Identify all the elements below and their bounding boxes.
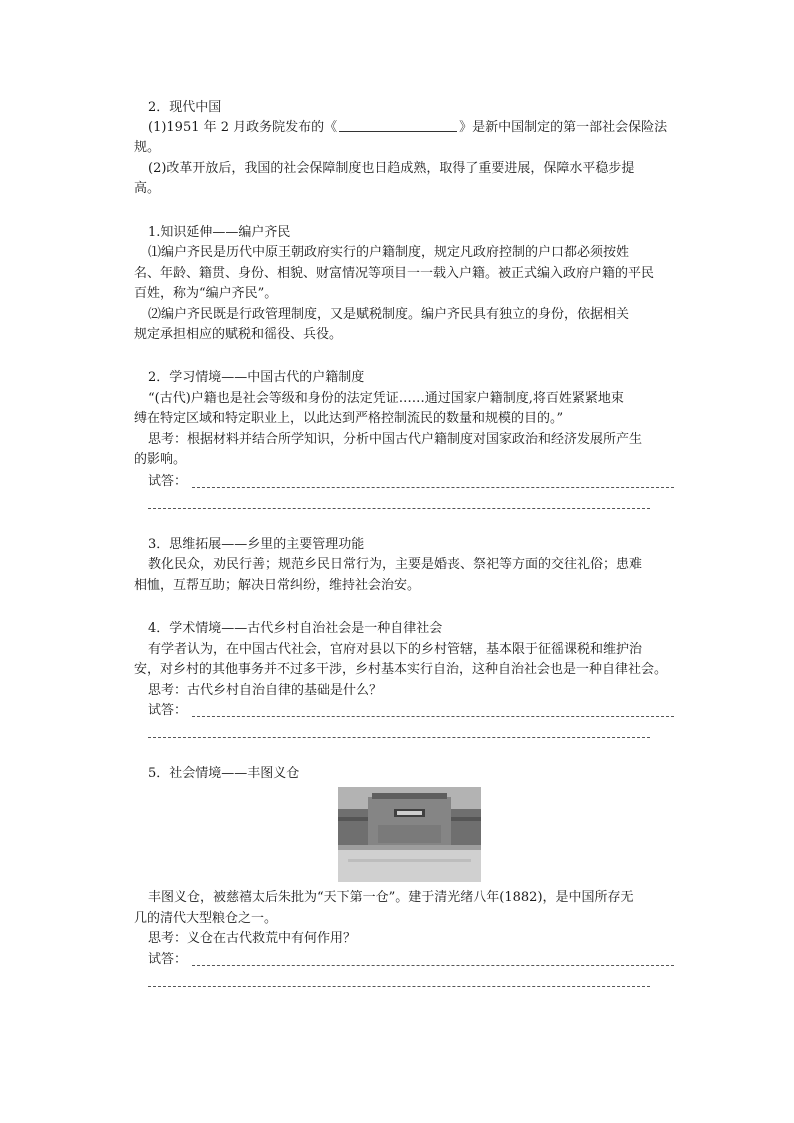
section-5-answer-line-2[interactable]	[148, 986, 650, 987]
section-1-line: 规定承担相应的赋税和徭役、兵役。	[134, 327, 343, 342]
section-4-answer-line-1[interactable]	[192, 716, 674, 717]
section-3-line: 相恤，互帮互助；解决日常纠纷，维持社会治安。	[134, 578, 421, 593]
section-2-heading: 2．学习情境——中国古代的户籍制度	[148, 370, 365, 385]
section-5-answer-line-1[interactable]	[192, 965, 674, 966]
modern-china-heading: 2．现代中国	[148, 100, 222, 115]
granary-gate-photo	[338, 787, 481, 882]
section-4-heading: 4．学术情境——古代乡村自治社会是一种自律社会	[148, 621, 443, 636]
section-3-heading: 3．思维拓展——乡里的主要管理功能	[148, 537, 365, 552]
section-4-answer-line-2[interactable]	[148, 737, 650, 738]
section-5-line: 丰图义仓，被慈禧太后朱批为“天下第一仓”。建于清光绪八年(1882)，是中国所存无	[148, 890, 634, 905]
section-1-line: ⑴编户齐民是历代中原王朝政府实行的户籍制度，规定凡政府控制的户口都必须按姓	[148, 245, 630, 260]
fill-blank-law-name[interactable]	[339, 118, 457, 132]
section-2-answer-line-2[interactable]	[148, 508, 650, 509]
section-2-answer-line-1[interactable]	[192, 487, 674, 488]
section-2-quote: “(古代)户籍也是社会等级和身份的法定凭证……通过国家户籍制度,将百姓紧紧地束	[148, 391, 624, 406]
section-2-answer-label: 试答：	[148, 474, 188, 489]
section-3-line: 教化民众，劝民行善；规范乡民日常行为，主要是婚丧、祭祀等方面的交往礼俗；患难	[148, 557, 643, 572]
section-1-line: 百姓，称为“编户齐民”。	[134, 286, 278, 301]
section-4-answer-label: 试答：	[148, 703, 188, 718]
section-2-question: 思考：根据材料并结合所学知识，分析中国古代户籍制度对国家政治和经济发展所产生	[148, 432, 643, 447]
section-2-question: 的影响。	[134, 452, 187, 467]
modern-p2-cont: 高。	[134, 181, 161, 196]
section-1-heading: 1.知识延伸——编户齐民	[148, 225, 291, 240]
section-4-line: 安，对乡村的其他事务并不过多干涉，乡村基本实行自治，这种自治社会也是一种自律社会。	[134, 662, 668, 677]
section-1-line: 名、年龄、籍贯、身份、相貌、财富情况等项目一一载入户籍。被正式编入政府户籍的平民	[134, 266, 655, 281]
modern-p1-cont: 规。	[134, 140, 161, 155]
section-5-heading: 5．社会情境——丰图义仓	[148, 766, 300, 781]
section-2-quote: 缚在特定区域和特定职业上，以此达到严格控制流民的数量和规模的目的。”	[134, 411, 564, 426]
section-5-line: 几的清代大型粮仓之一。	[134, 911, 278, 926]
section-5-answer-label: 试答：	[148, 952, 188, 967]
modern-p1: (1)1951 年 2 月政务院发布的《 》是新中国制定的第一部社会保险法	[148, 120, 668, 135]
section-1-line: ⑵编户齐民既是行政管理制度，又是赋税制度。编户齐民具有独立的身份，依据相关	[148, 307, 630, 322]
section-5-question: 思考：义仓在古代救荒中有何作用？	[148, 931, 357, 946]
modern-p2: (2)改革开放后，我国的社会保障制度也日趋成熟，取得了重要进展，保障水平稳步提	[148, 161, 635, 176]
section-4-line: 有学者认为，在中国古代社会，官府对县以下的乡村管辖，基本限于征徭课税和维护治	[148, 642, 643, 657]
section-4-question: 思考：古代乡村自治自律的基础是什么？	[148, 683, 383, 698]
